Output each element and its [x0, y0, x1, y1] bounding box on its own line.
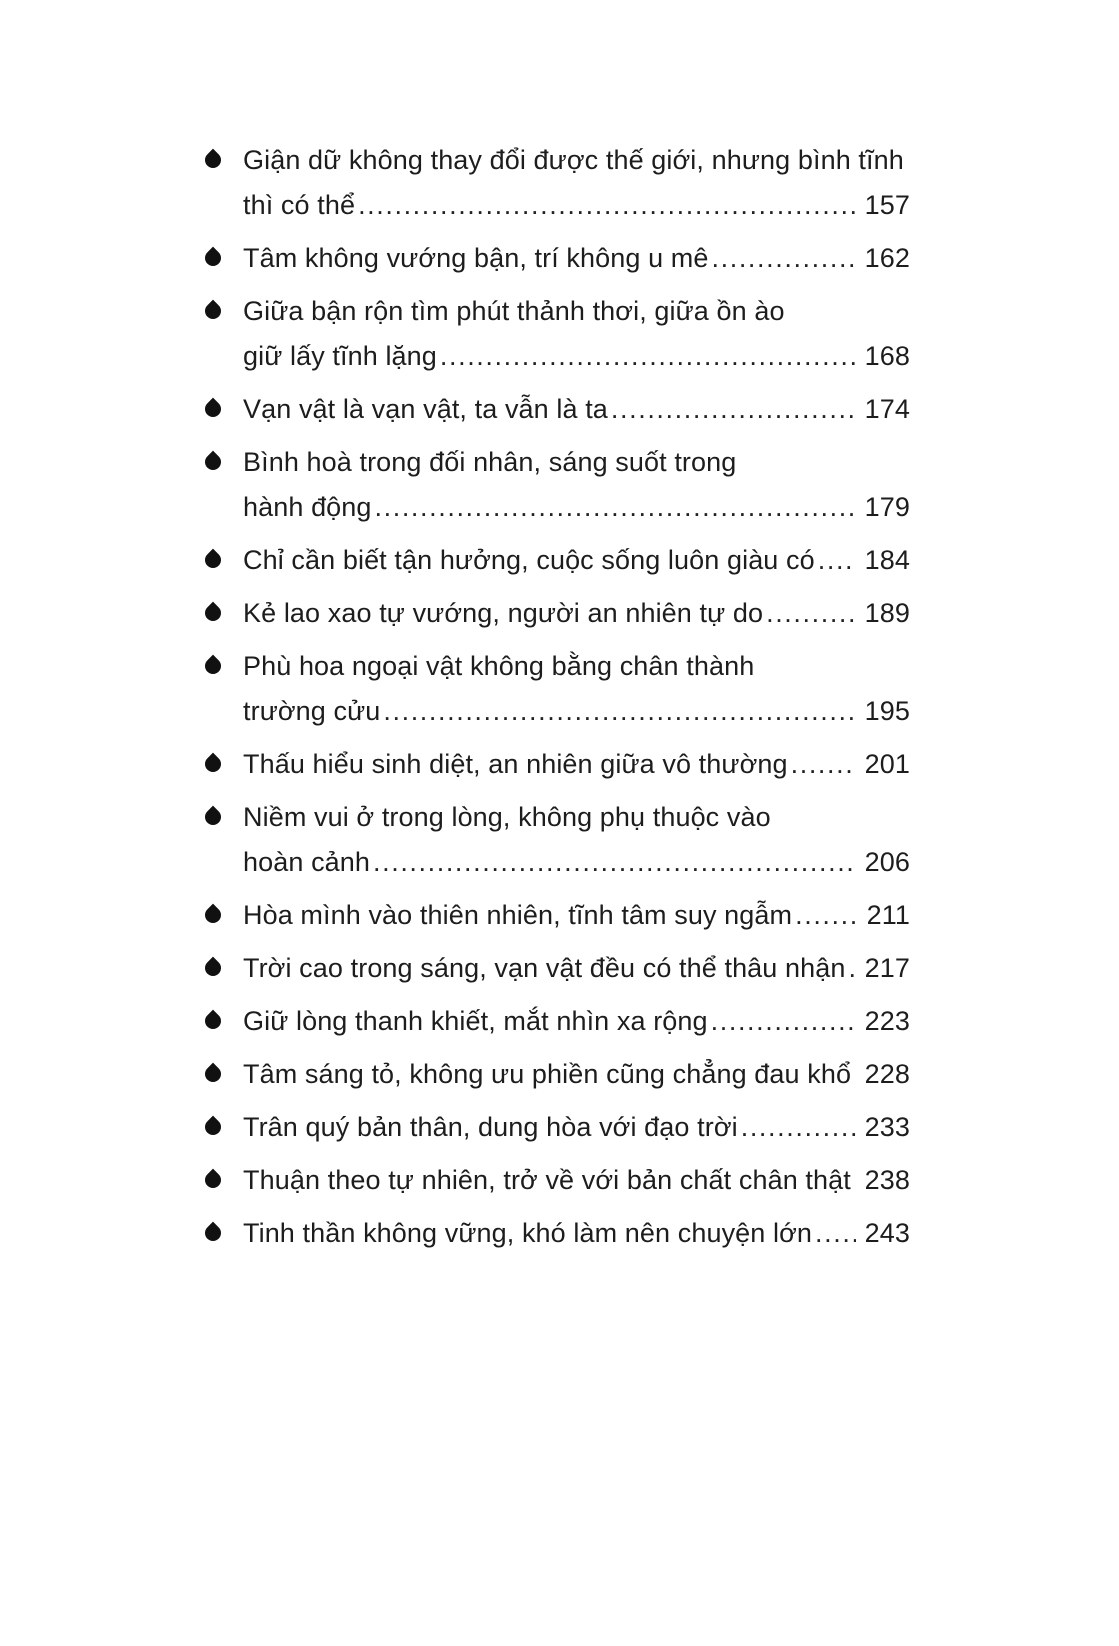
- chapter-title: thì có thể: [243, 190, 356, 220]
- chapter-title: hoàn cảnh: [243, 847, 371, 877]
- toc-entry: [205, 644, 910, 734]
- drop-bullet-icon: [202, 655, 225, 678]
- chapter-title: trường cửu: [243, 696, 381, 726]
- page-number: 228: [864, 1059, 910, 1089]
- toc-entry: [205, 1158, 910, 1203]
- toc-line: [243, 795, 910, 840]
- drop-bullet-icon: [202, 602, 225, 625]
- dotted-leader: [766, 591, 856, 636]
- page-number: 217: [864, 953, 910, 983]
- page-number: 174: [864, 394, 910, 424]
- toc-entry-text: [243, 1211, 910, 1256]
- drop-bullet-icon: [202, 1169, 225, 1192]
- chapter-title: Vạn vật là vạn vật, ta vẫn là ta: [243, 394, 608, 424]
- chapter-title: Trời cao trong sáng, vạn vật đều có thể thâu nhận: [243, 953, 846, 983]
- toc-line: [243, 840, 910, 885]
- drop-bullet-icon: [202, 753, 225, 776]
- toc-entry-text: [243, 138, 910, 228]
- toc-entry-text: [243, 440, 910, 530]
- page-number: 184: [864, 545, 910, 575]
- chapter-title: Kẻ lao xao tự vướng, người an nhiên tự do: [243, 598, 764, 628]
- toc-entry-text: [243, 946, 910, 991]
- drop-bullet-icon: [202, 806, 225, 829]
- toc-entry: [205, 1052, 910, 1097]
- toc-line: [243, 387, 910, 432]
- dotted-leader: [440, 334, 856, 379]
- toc-entry: [205, 138, 910, 228]
- toc-line: [243, 644, 910, 689]
- toc-entry: [205, 795, 910, 885]
- dotted-leader: [711, 999, 856, 1044]
- dotted-leader: [373, 840, 856, 885]
- chapter-title: Thuận theo tự nhiên, trở về với bản chất chân thật: [243, 1165, 851, 1195]
- dotted-leader: [712, 236, 856, 281]
- toc-entry: [205, 387, 910, 432]
- toc-entry: [205, 999, 910, 1044]
- toc-line: [243, 1105, 910, 1150]
- drop-bullet-icon: [202, 904, 225, 927]
- chapter-title: Giữ lòng thanh khiết, mắt nhìn xa rộng: [243, 1006, 708, 1036]
- chapter-title: Giận dữ không thay đổi được thế giới, nhưng bình tĩnh: [243, 145, 904, 175]
- chapter-title: giữ lấy tĩnh lặng: [243, 341, 437, 371]
- toc-entry-text: [243, 236, 910, 281]
- toc-line: [243, 485, 910, 530]
- chapter-title: Thấu hiểu sinh diệt, an nhiên giữa vô thường: [243, 749, 788, 779]
- chapter-title: Niềm vui ở trong lòng, không phụ thuộc vào: [243, 802, 771, 832]
- toc-line: [243, 183, 910, 228]
- toc-entry: [205, 591, 910, 636]
- chapter-title: Tâm sáng tỏ, không ưu phiền cũng chẳng đau khổ: [243, 1059, 852, 1089]
- toc-line: [243, 236, 910, 281]
- toc-line: [243, 334, 910, 379]
- drop-bullet-icon: [202, 300, 225, 323]
- toc-entry-text: [243, 1052, 910, 1097]
- drop-bullet-icon: [202, 1063, 225, 1086]
- toc-entry-text: [243, 795, 910, 885]
- toc-line: [243, 138, 910, 183]
- page-number: 157: [864, 190, 910, 220]
- drop-bullet-icon: [202, 1222, 225, 1245]
- drop-bullet-icon: [202, 149, 225, 172]
- toc-entry-text: [243, 1158, 910, 1203]
- page-number: 179: [864, 492, 910, 522]
- toc-entry-text: [243, 893, 910, 938]
- dotted-leader: [795, 893, 858, 938]
- toc-entry: [205, 1211, 910, 1256]
- chapter-title: Giữa bận rộn tìm phút thảnh thơi, giữa ồn ào: [243, 296, 785, 326]
- toc-line: [243, 289, 910, 334]
- toc-line: [243, 893, 910, 938]
- toc-line: [243, 440, 910, 485]
- page-number: 195: [864, 696, 910, 726]
- toc-line: [243, 1211, 910, 1256]
- toc-entry-text: [243, 289, 910, 379]
- dotted-leader: [818, 538, 856, 583]
- page-number: 223: [864, 1006, 910, 1036]
- toc-line: [243, 999, 910, 1044]
- toc-line: [243, 946, 910, 991]
- toc-entry-text: [243, 742, 910, 787]
- toc-entry: [205, 1105, 910, 1150]
- page-number: 243: [864, 1218, 910, 1248]
- toc-entry: [205, 946, 910, 991]
- toc-entry: [205, 742, 910, 787]
- page-number: 201: [864, 749, 910, 779]
- chapter-title: Tinh thần không vững, khó làm nên chuyện lớn: [243, 1218, 813, 1248]
- page-number: 168: [864, 341, 910, 371]
- chapter-title: hành động: [243, 492, 372, 522]
- page-number: 211: [866, 900, 910, 930]
- page-number: 189: [864, 598, 910, 628]
- page-number: 238: [864, 1165, 910, 1195]
- drop-bullet-icon: [202, 1116, 225, 1139]
- drop-bullet-icon: [202, 398, 225, 421]
- toc-entry-text: [243, 999, 910, 1044]
- dotted-leader: [741, 1105, 856, 1150]
- toc-entry: [205, 440, 910, 530]
- chapter-title: Trân quý bản thân, dung hòa với đạo trời: [243, 1112, 738, 1142]
- toc-entry: [205, 289, 910, 379]
- toc-entry: [205, 538, 910, 583]
- toc-entry-text: [243, 387, 910, 432]
- drop-bullet-icon: [202, 451, 225, 474]
- dotted-leader: [815, 1211, 856, 1256]
- dotted-leader: [791, 742, 856, 787]
- drop-bullet-icon: [202, 957, 225, 980]
- dotted-leader: [849, 946, 856, 991]
- toc-line: [243, 689, 910, 734]
- dotted-leader: [358, 183, 856, 228]
- chapter-title: Hòa mình vào thiên nhiên, tĩnh tâm suy ngẫm: [243, 900, 793, 930]
- toc-line: [243, 742, 910, 787]
- page-number: 233: [864, 1112, 910, 1142]
- toc-line: [243, 1052, 910, 1097]
- dotted-leader: [611, 387, 856, 432]
- chapter-title: Chỉ cần biết tận hưởng, cuộc sống luôn giàu có: [243, 545, 815, 575]
- chapter-title: Bình hoà trong đối nhân, sáng suốt trong: [243, 447, 737, 477]
- dotted-leader: [375, 485, 856, 530]
- drop-bullet-icon: [202, 1010, 225, 1033]
- chapter-title: Tâm không vướng bận, trí không u mê: [243, 243, 709, 273]
- toc-list: [205, 138, 910, 1264]
- drop-bullet-icon: [202, 247, 225, 270]
- toc-entry-text: [243, 644, 910, 734]
- page-number: 206: [864, 847, 910, 877]
- toc-entry: [205, 893, 910, 938]
- toc-entry: [205, 236, 910, 281]
- page-number: 162: [864, 243, 910, 273]
- toc-entry-text: [243, 591, 910, 636]
- toc-line: [243, 591, 910, 636]
- chapter-title: Phù hoa ngoại vật không bằng chân thành: [243, 651, 755, 681]
- dotted-leader: [383, 689, 855, 734]
- toc-entry-text: [243, 1105, 910, 1150]
- toc-line: [243, 538, 910, 583]
- toc-entry-text: [243, 538, 910, 583]
- drop-bullet-icon: [202, 549, 225, 572]
- toc-line: [243, 1158, 910, 1203]
